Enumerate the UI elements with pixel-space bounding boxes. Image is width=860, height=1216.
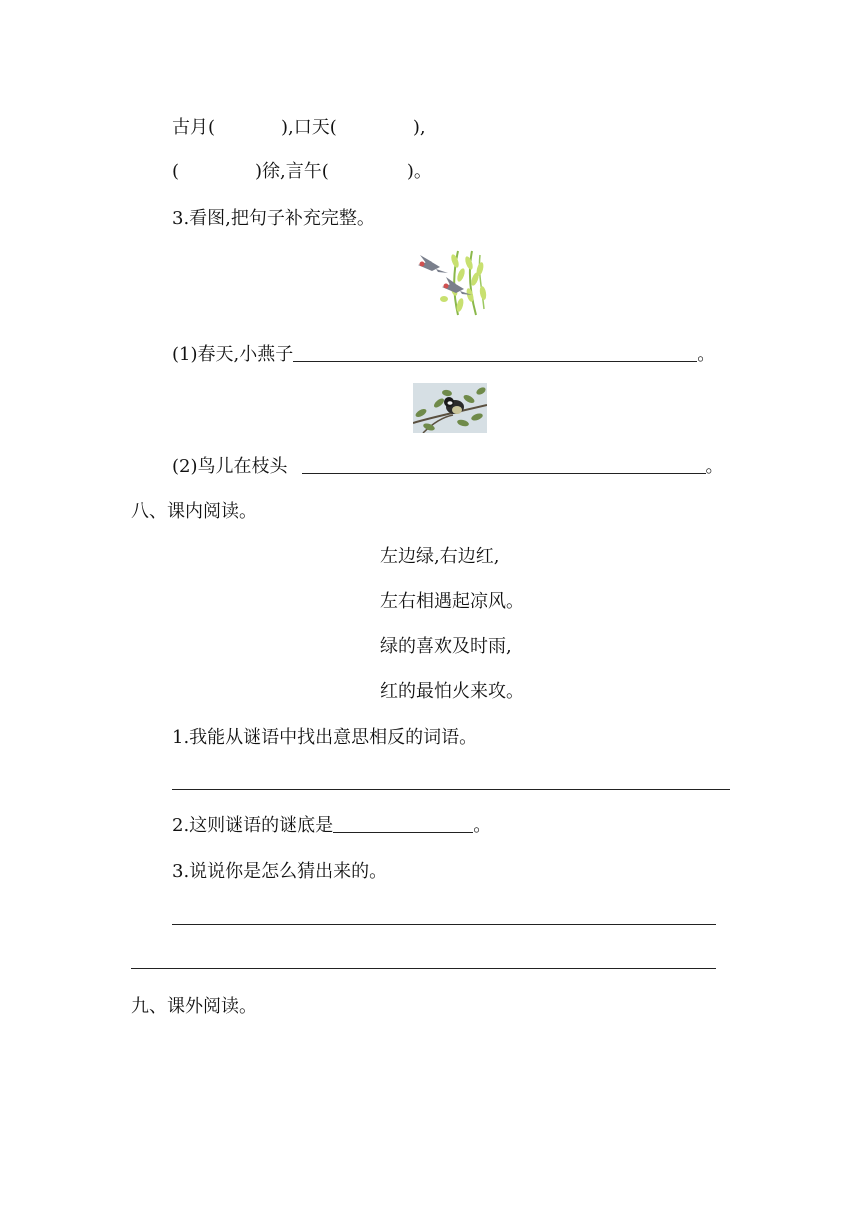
- sentence-1-suffix: 。: [697, 344, 716, 365]
- answer-line-q1[interactable]: [172, 789, 730, 790]
- bird-on-branch-image: [413, 383, 487, 433]
- section-8-question-1: 1.我能从谜语中找出意思相反的词语。: [172, 727, 478, 748]
- section-9-heading: 九、课外阅读。: [131, 996, 257, 1017]
- riddle-line: 左右相遇起凉风。: [380, 591, 524, 612]
- question-2-prefix: 2.这则谜语的谜底是: [172, 815, 334, 836]
- answer-line-2[interactable]: [302, 455, 706, 474]
- fill-text: )。: [406, 161, 432, 182]
- section-8-question-3: 3.说说你是怎么猜出来的。: [172, 861, 388, 882]
- swallows-willow-image: [414, 249, 488, 317]
- answer-line-q3-2[interactable]: [131, 968, 716, 969]
- riddle-line: 红的最怕火来攻。: [380, 681, 524, 702]
- answer-line-1[interactable]: [293, 343, 697, 362]
- fill-text: )徐,言午(: [255, 161, 329, 182]
- sentence-1-prefix: (1)春天,小燕子: [172, 344, 294, 365]
- section-8-heading: 八、课内阅读。: [131, 501, 257, 522]
- sentence-2-suffix: 。: [705, 456, 724, 477]
- fill-row-1: [172, 116, 426, 140]
- fill-text: (: [172, 161, 180, 182]
- answer-line-q3-1[interactable]: [172, 924, 716, 925]
- fill-text: 古月(: [172, 117, 216, 138]
- sentence-2: [172, 455, 724, 479]
- fill-text: ),口天(: [281, 117, 337, 138]
- riddle-line: 左边绿,右边红,: [380, 546, 500, 567]
- riddle-line: 绿的喜欢及时雨,: [380, 636, 512, 657]
- fill-row-2: [172, 160, 432, 184]
- sentence-1: [172, 343, 715, 367]
- question-2-suffix: 。: [473, 815, 492, 836]
- answer-line-q2[interactable]: [333, 814, 473, 833]
- question-3-title: 3.看图,把句子补充完整。: [172, 208, 375, 229]
- fill-text: ),: [412, 117, 426, 138]
- section-8-question-2: [172, 814, 491, 838]
- sentence-2-prefix: (2)鸟儿在枝头: [172, 456, 288, 477]
